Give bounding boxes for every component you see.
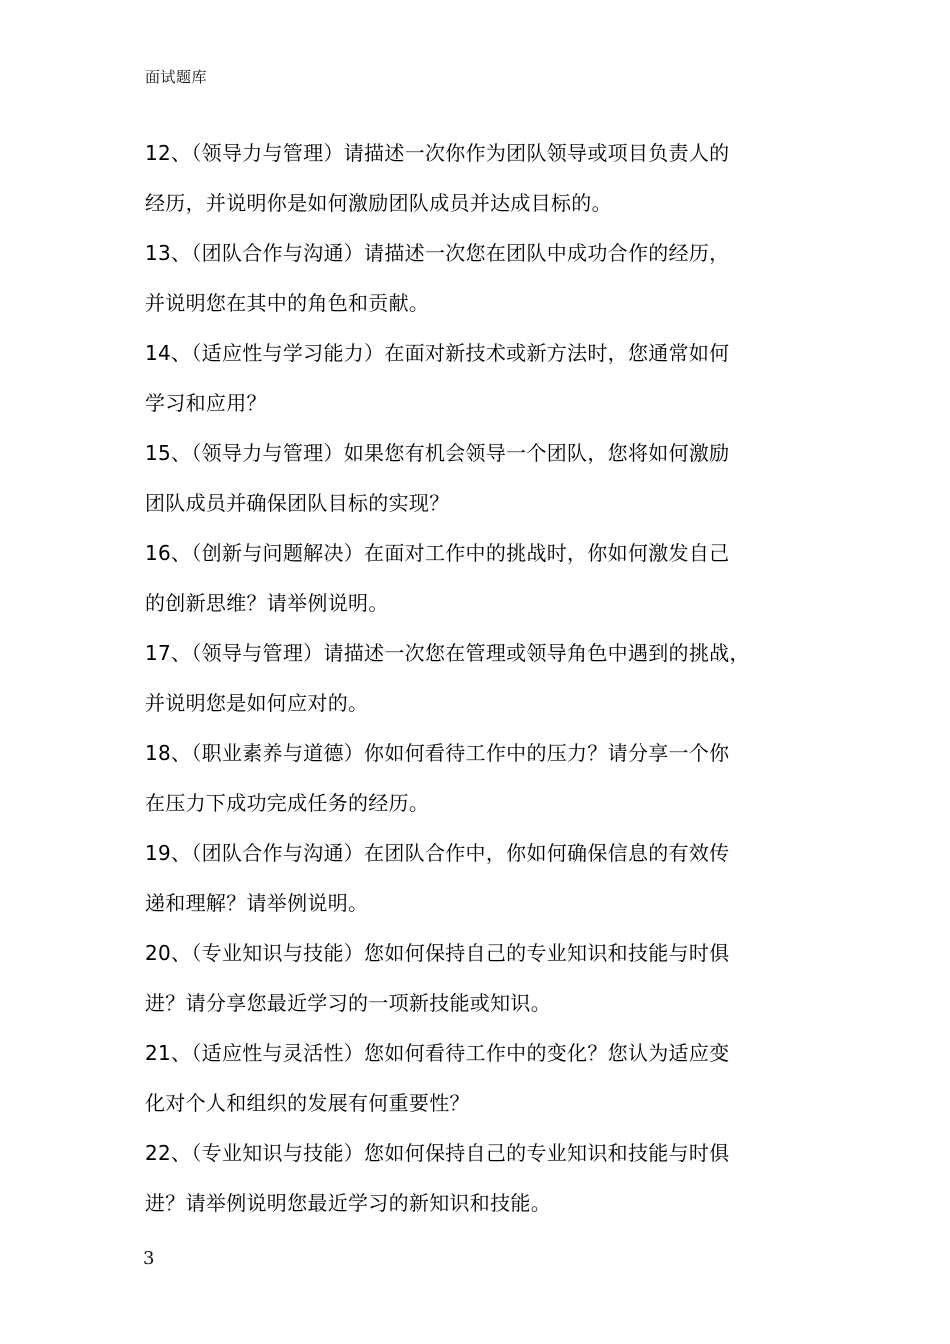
question-line: 15、（领导力与管理）如果您有机会领导一个团队，您将如何激励 [145, 441, 730, 465]
question-line: 19、（团队合作与沟通）在团队合作中，你如何确保信息的有效传 [145, 841, 730, 865]
question-15 [145, 428, 825, 528]
question-16 [145, 528, 825, 628]
question-17 [145, 628, 825, 728]
question-line: 的创新思维？请举例说明。 [145, 591, 389, 615]
question-line: 进？请分享您最近学习的一项新技能或知识。 [145, 991, 551, 1015]
question-line: 20、（专业知识与技能）您如何保持自己的专业知识和技能与时俱 [145, 941, 730, 965]
question-line: 进？请举例说明您最近学习的新知识和技能。 [145, 1191, 551, 1215]
question-line: 团队成员并确保团队目标的实现？ [145, 491, 450, 515]
question-21 [145, 1028, 825, 1128]
question-line: 14、（适应性与学习能力）在面对新技术或新方法时，您通常如何 [145, 341, 730, 365]
question-line: 18、（职业素养与道德）你如何看待工作中的压力？请分享一个你 [145, 741, 730, 765]
question-13 [145, 228, 825, 328]
question-line: 经历，并说明你是如何激励团队成员并达成目标的。 [145, 191, 612, 215]
question-12 [145, 128, 825, 228]
question-line: 21、（适应性与灵活性）您如何看待工作中的变化？您认为适应变 [145, 1041, 730, 1065]
question-line: 并说明您是如何应对的。 [145, 691, 369, 715]
question-list [145, 128, 825, 1228]
question-line: 在压力下成功完成任务的经历。 [145, 791, 430, 815]
page-header: 面试题库 [145, 68, 208, 86]
question-line: 22、（专业知识与技能）您如何保持自己的专业知识和技能与时俱 [145, 1141, 730, 1165]
question-line: 递和理解？请举例说明。 [145, 891, 369, 915]
question-22 [145, 1128, 825, 1228]
question-18 [145, 728, 825, 828]
question-line: 学习和应用？ [145, 391, 267, 415]
question-20 [145, 928, 825, 1028]
question-14 [145, 328, 825, 428]
question-line: 化对个人和组织的发展有何重要性？ [145, 1091, 470, 1115]
question-line: 12、（领导力与管理）请描述一次你作为团队领导或项目负责人的 [145, 141, 730, 165]
question-line: 17、（领导与管理）请描述一次您在管理或领导角色中遇到的挑战， [145, 641, 750, 665]
question-19 [145, 828, 825, 928]
question-line: 并说明您在其中的角色和贡献。 [145, 291, 430, 315]
question-line: 16、（创新与问题解决）在面对工作中的挑战时，你如何激发自己 [145, 541, 730, 565]
question-line: 13、（团队合作与沟通）请描述一次您在团队中成功合作的经历， [145, 241, 730, 265]
page-number: 3 [143, 1248, 155, 1269]
